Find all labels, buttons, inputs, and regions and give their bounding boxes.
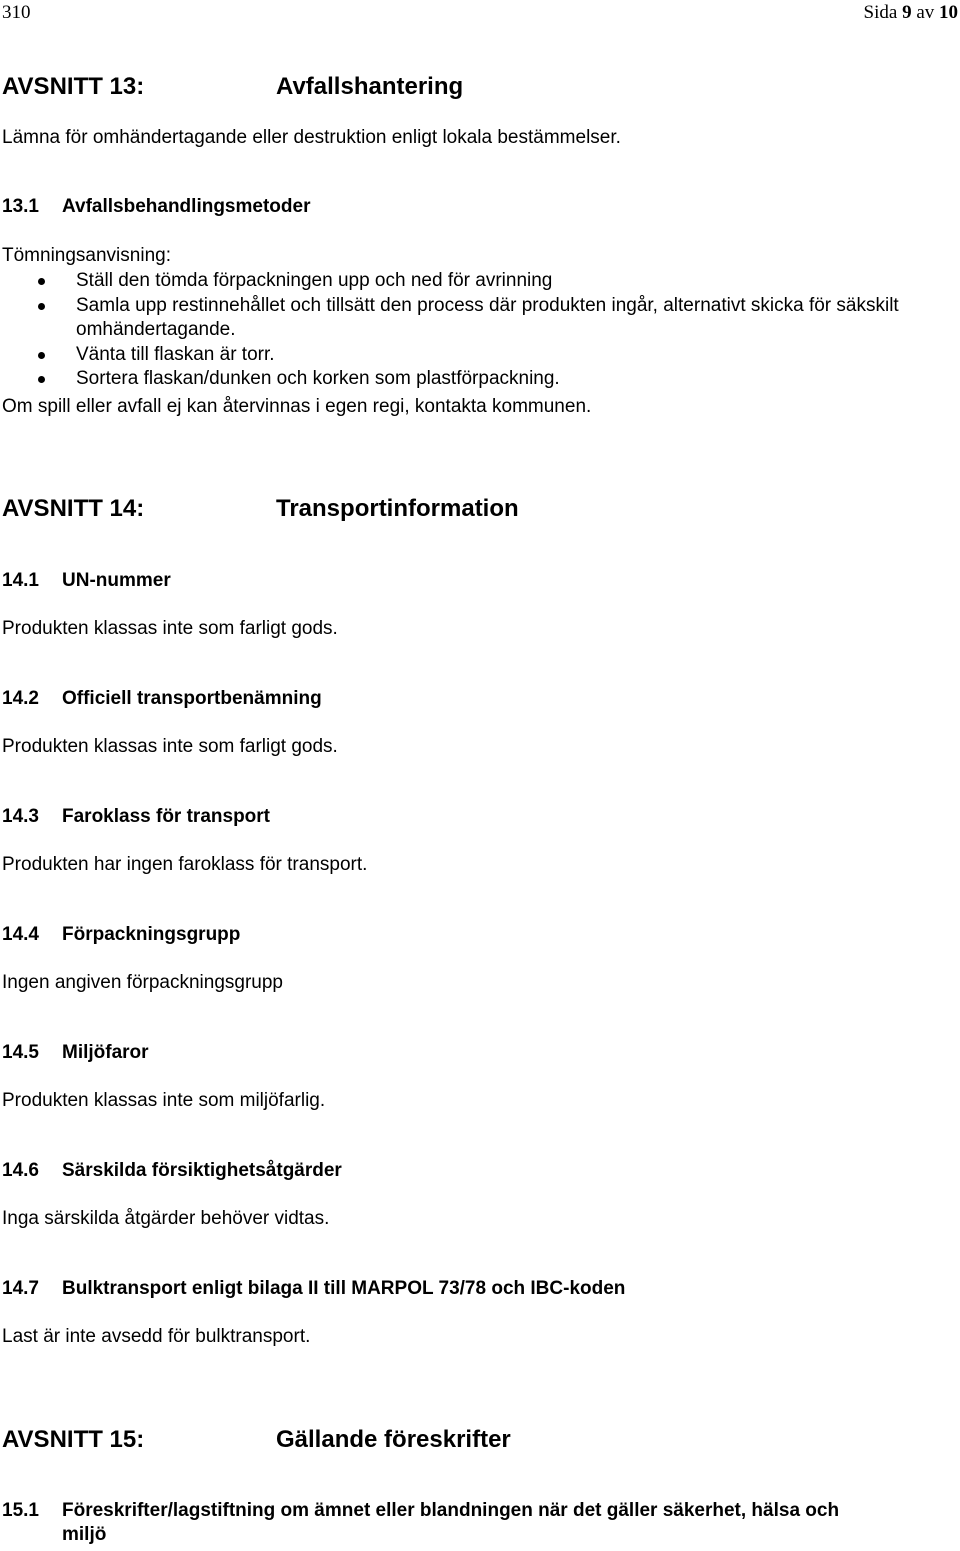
subsection-title: Faroklass för transport xyxy=(62,806,270,827)
doc-number: 310 xyxy=(2,2,31,23)
subsection-14-2-body: Produkten klassas inte som farligt gods. xyxy=(2,736,338,757)
list-item-text: Samla upp restinnehållet och tillsätt den process där produkten ingår, alternativt skicka för säkskilt omhändertagande. xyxy=(76,294,899,340)
page-label: Sida xyxy=(863,2,903,23)
instructions-list xyxy=(0,269,940,392)
subsection-title-line-1: Föreskrifter/lagstiftning om ämnet eller blandningen när det gäller säkerhet, hälsa och xyxy=(62,1500,840,1521)
subsection-14-5-body: Produkten klassas inte som miljöfarlig. xyxy=(2,1090,326,1111)
bullet-icon xyxy=(38,352,45,359)
total-pages: 10 xyxy=(939,2,958,23)
section-number: AVSNITT 15: xyxy=(2,1426,145,1453)
list-item xyxy=(0,294,926,343)
subsection-number: 14.6 xyxy=(2,1160,39,1181)
subsection-number: 14.7 xyxy=(2,1278,39,1299)
list-item-text: Vänta till flaskan är torr. xyxy=(76,343,275,365)
subsection-number: 13.1 xyxy=(2,196,39,217)
section-13-outro: Om spill eller avfall ej kan återvinnas i egen regi, kontakta kommunen. xyxy=(2,396,592,417)
list-item xyxy=(0,367,940,392)
subsection-number: 14.4 xyxy=(2,924,39,945)
page-header xyxy=(0,0,960,26)
subsection-number: 14.2 xyxy=(2,688,39,709)
bullet-icon xyxy=(38,278,45,285)
bullet-icon xyxy=(38,303,45,310)
list-item-text: Ställ den tömda förpackningen upp och ned för avrinning xyxy=(76,270,553,291)
subsection-number: 15.1 xyxy=(2,1500,39,1521)
list-item-text: Sortera flaskan/dunken och korken som plastförpackning. xyxy=(76,368,560,389)
subsection-title: Bulktransport enligt bilaga II till MARPOL 73/78 och IBC-koden xyxy=(62,1278,626,1299)
section-name: Transportinformation xyxy=(276,495,519,522)
subsection-14-3-body: Produkten har ingen faroklass för transport. xyxy=(2,854,368,875)
list-item xyxy=(0,343,940,368)
section-name: Gällande föreskrifter xyxy=(276,1426,511,1453)
subsection-title: Officiell transportbenämning xyxy=(62,688,322,709)
subsection-number: 14.3 xyxy=(2,806,39,827)
subsection-number: 14.1 xyxy=(2,570,39,591)
section-13-intro: Lämna för omhändertagande eller destruktion enligt lokala bestämmelser. xyxy=(2,127,621,148)
subsection-14-7-body: Last är inte avsedd för bulktransport. xyxy=(2,1326,311,1347)
subsection-title: Avfallsbehandlingsmetoder xyxy=(62,196,311,217)
section-number: AVSNITT 14: xyxy=(2,495,145,522)
subsection-14-4-body: Ingen angiven förpackningsgrupp xyxy=(2,972,283,993)
bullet-icon xyxy=(38,376,45,383)
instructions-lead: Tömningsanvisning: xyxy=(2,245,171,266)
subsection-14-6-body: Inga särskilda åtgärder behöver vidtas. xyxy=(2,1208,330,1229)
subsection-title: Förpackningsgrupp xyxy=(62,924,241,945)
list-item xyxy=(0,269,940,294)
section-number: AVSNITT 13: xyxy=(2,73,145,100)
subsection-number: 14.5 xyxy=(2,1042,39,1063)
page-indicator xyxy=(864,2,958,24)
subsection-title: Särskilda försiktighetsåtgärder xyxy=(62,1160,342,1181)
page-sep: av xyxy=(911,2,939,23)
subsection-14-1-body: Produkten klassas inte som farligt gods. xyxy=(2,618,338,639)
subsection-title: Miljöfaror xyxy=(62,1042,149,1063)
section-name: Avfallshantering xyxy=(276,73,464,100)
current-page: 9 xyxy=(902,2,912,23)
subsection-title: UN-nummer xyxy=(62,570,171,591)
subsection-title-line-2: miljö xyxy=(62,1524,107,1545)
